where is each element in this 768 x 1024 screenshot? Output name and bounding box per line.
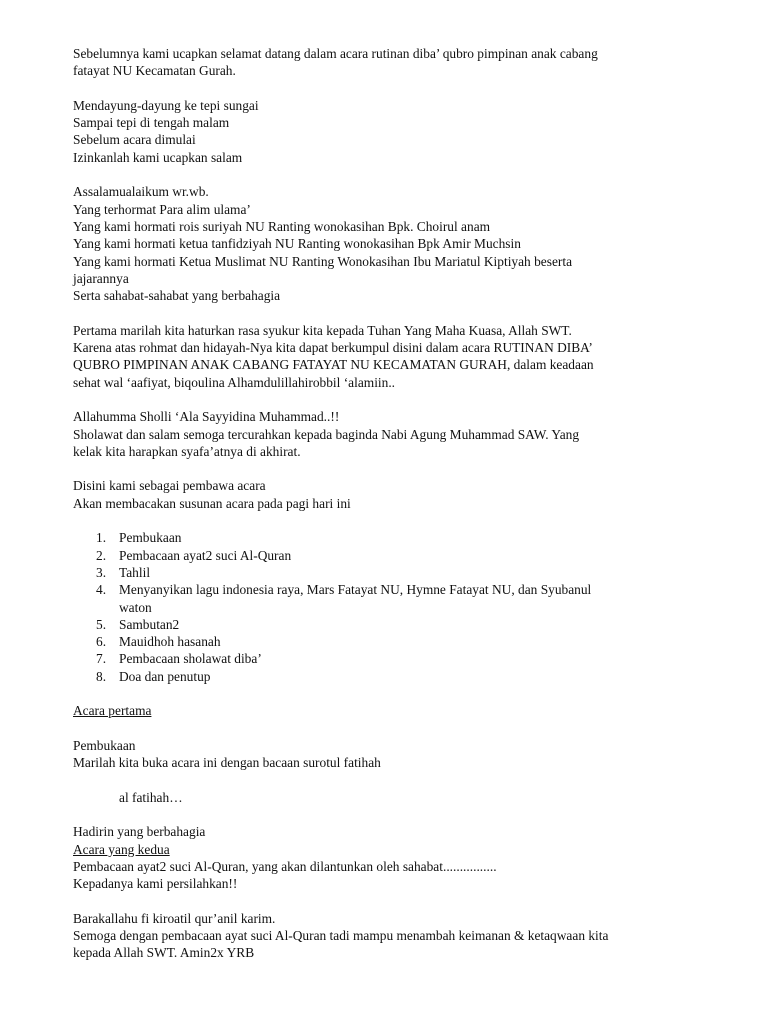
closing-line: Semoga dengan pembacaan ayat suci Al-Quran tadi mampu menambah keimanan & ketaqwaan kita xyxy=(73,928,609,944)
gratitude-paragraph xyxy=(73,322,703,391)
intro-line: fatayat NU Kecamatan Gurah. xyxy=(73,63,236,79)
acara-kedua-text: Pembacaan ayat2 suci Al-Quran, yang akan dilantunkan oleh sahabat................ xyxy=(73,858,497,874)
agenda-item-number: 2. xyxy=(96,547,107,563)
agenda-item xyxy=(73,529,703,546)
intro-paragraph xyxy=(73,45,703,80)
paragraph-gap xyxy=(73,806,703,823)
agenda-item xyxy=(73,564,703,581)
agenda-item xyxy=(73,633,703,650)
agenda-item xyxy=(73,581,703,616)
agenda-item-text: Menyanyikan lagu indonesia raya, Mars Fatayat NU, Hymne Fatayat NU, dan Syubanul xyxy=(119,582,592,598)
greeting-line: Serta sahabat-sahabat yang berbahagia xyxy=(73,288,281,304)
acara-kedua-invite: Kepadanya kami persilahkan!! xyxy=(73,876,238,892)
paragraph-gap xyxy=(73,893,703,910)
paragraph-gap xyxy=(73,391,703,408)
paragraph-gap xyxy=(73,771,703,788)
greeting-line: Yang kami hormati ketua tanfidziyah NU Ranting wonokasihan Bpk Amir Muchsin xyxy=(73,236,521,252)
fatihah-line: al fatihah… xyxy=(119,789,183,805)
agenda-item-text: Mauidhoh hasanah xyxy=(119,634,221,650)
gratitude-line: sehat wal ‘aafiyat, biqoulina Alhamdulillahirobbil ‘alamiin.. xyxy=(73,374,396,390)
agenda-item-text: Tahlil xyxy=(119,564,151,580)
paragraph-gap xyxy=(73,512,703,529)
agenda-item-number: 6. xyxy=(96,634,107,650)
agenda-item-text: Pembukaan xyxy=(119,530,182,546)
gratitude-line: QUBRO PIMPINAN ANAK CABANG FATAYAT NU KECAMATAN GURAH, dalam keadaan xyxy=(73,357,594,373)
greeting-line: Assalamualaikum wr.wb. xyxy=(73,184,209,200)
greetings-paragraph xyxy=(73,183,703,304)
acara-pertama-text: Marilah kita buka acara ini dengan bacaan surotul fatihah xyxy=(73,755,381,771)
agenda-item-number: 5. xyxy=(96,616,107,632)
paragraph-gap xyxy=(73,685,703,702)
agenda-item-number: 7. xyxy=(96,651,107,667)
intro-line: Sebelumnya kami ucapkan selamat datang dalam acara rutinan diba’ qubro pimpinan anak cabang xyxy=(73,46,598,61)
agenda-item-text: Pembacaan sholawat diba’ xyxy=(119,651,262,667)
acara-pertama-paragraph xyxy=(73,737,703,772)
greeting-line: jajarannya xyxy=(73,270,129,286)
sholawat-line: Allahumma Sholli ‘Ala Sayyidina Muhammad..!! xyxy=(73,409,340,425)
agenda-intro-line: Disini kami sebagai pembawa acara xyxy=(73,478,266,494)
acara-pertama-title: Pembukaan xyxy=(73,737,136,753)
agenda-item-text: waton xyxy=(119,599,152,615)
agenda-item-text: Doa dan penutup xyxy=(119,668,211,684)
pantun-line: Sebelum acara dimulai xyxy=(73,132,196,148)
agenda-item xyxy=(73,547,703,564)
paragraph-gap xyxy=(73,720,703,737)
agenda-item-number: 3. xyxy=(96,564,107,580)
agenda-item-number: 4. xyxy=(96,582,107,598)
acara-kedua-heading: Acara yang kedua xyxy=(73,841,170,857)
paragraph-gap xyxy=(73,80,703,97)
agenda-item-number: 8. xyxy=(96,668,107,684)
agenda-item xyxy=(73,650,703,667)
closing-paragraph xyxy=(73,910,703,962)
agenda-item xyxy=(73,616,703,633)
agenda-item-text: Pembacaan ayat2 suci Al-Quran xyxy=(119,547,292,563)
sholawat-paragraph xyxy=(73,408,703,460)
acara-kedua-paragraph xyxy=(73,823,703,892)
document-body xyxy=(73,45,703,962)
closing-line: Barakallahu fi kiroatil qur’anil karim. xyxy=(73,910,276,926)
pantun-paragraph xyxy=(73,97,703,166)
greeting-line: Yang kami hormati rois suriyah NU Ranting wonokasihan Bpk. Choirul anam xyxy=(73,218,491,234)
agenda-item xyxy=(73,668,703,685)
agenda-intro-line: Akan membacakan susunan acara pada pagi hari ini xyxy=(73,495,351,511)
greeting-line: Yang terhormat Para alim ulama’ xyxy=(73,201,251,217)
acara-pertama-heading: Acara pertama xyxy=(73,703,152,719)
sholawat-line: Sholawat dan salam semoga tercurahkan kepada baginda Nabi Agung Muhammad SAW. Yang xyxy=(73,426,580,442)
agenda-list xyxy=(73,529,703,685)
pantun-line: Izinkanlah kami ucapkan salam xyxy=(73,149,243,165)
agenda-item-number: 1. xyxy=(96,530,107,546)
sholawat-line: kelak kita harapkan syafa’atnya di akhirat. xyxy=(73,443,301,459)
pantun-line: Mendayung-dayung ke tepi sungai xyxy=(73,97,259,113)
paragraph-gap xyxy=(73,166,703,183)
greeting-line: Yang kami hormati Ketua Muslimat NU Ranting Wonokasihan Ibu Mariatul Kiptiyah beserta xyxy=(73,253,573,269)
hadirin-line: Hadirin yang berbahagia xyxy=(73,824,206,840)
closing-line: kepada Allah SWT. Amin2x YRB xyxy=(73,945,255,961)
gratitude-line: Karena atas rohmat dan hidayah-Nya kita dapat berkumpul disini dalam acara RUTINAN DIBA’ xyxy=(73,340,593,356)
agenda-intro-paragraph xyxy=(73,477,703,512)
pantun-line: Sampai tepi di tengah malam xyxy=(73,115,230,131)
paragraph-gap xyxy=(73,304,703,321)
agenda-item-text: Sambutan2 xyxy=(119,616,180,632)
paragraph-gap xyxy=(73,460,703,477)
gratitude-line: Pertama marilah kita haturkan rasa syukur kita kepada Tuhan Yang Maha Kuasa, Allah SWT. xyxy=(73,322,572,338)
